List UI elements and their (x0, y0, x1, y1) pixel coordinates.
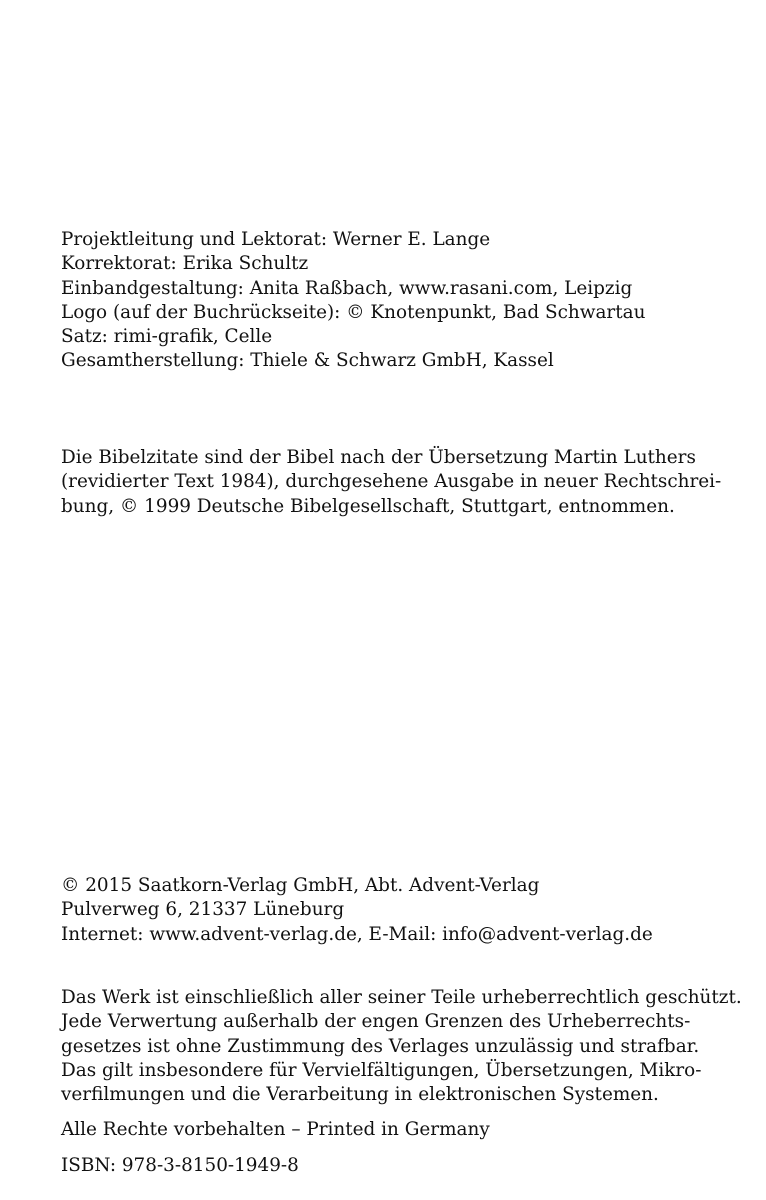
copyright-notice-line: Das Werk ist einschließlich aller seiner Teile urheberrechtlich geschützt. (61, 987, 742, 1008)
credits-block (61, 228, 741, 374)
credit-line-cover: Einbandgestaltung: Anita Raßbach, www.rasani.com, Leipzig (61, 277, 633, 299)
bible-note-line: bung, © 1999 Deutsche Bibelgesellschaft, Stuttgart, entnommen. (61, 495, 675, 517)
credit-line-logo: Logo (auf der Buchrückseite): © Knotenpunkt, Bad Schwartau (61, 301, 646, 323)
publisher-copyright: © 2015 Saatkorn-Verlag GmbH, Abt. Advent-Verlag (61, 875, 540, 896)
credit-line-project: Projektleitung und Lektorat: Werner E. Lange (61, 229, 491, 250)
copyright-notice-line: gesetzes ist ohne Zustimmung des Verlages unzulässig und strafbar. (61, 1035, 700, 1057)
bible-note-line: (revidierter Text 1984), durchgesehene Ausgabe in neuer Rechtschrei- (61, 471, 722, 493)
credit-line-proofreading: Korrektorat: Erika Schultz (61, 253, 309, 275)
bible-note-block (61, 446, 741, 519)
rights-reserved: Alle Rechte vorbehalten – Printed in Germany (61, 1119, 490, 1140)
credit-line-typesetting: Satz: rimi-grafik, Celle (61, 326, 273, 348)
copyright-notice-line: verfilmungen und die Verarbeitung in elektronischen Systemen. (61, 1084, 659, 1106)
copyright-notice-line: Das gilt insbesondere für Vervielfältigungen, Übersetzungen, Mikro- (61, 1059, 702, 1081)
publisher-address: Pulverweg 6, 21337 Lüneburg (61, 899, 345, 921)
copyright-notice-line: Jede Verwertung außerhalb der engen Grenzen des Urheberrechts- (61, 1011, 691, 1033)
bible-note-line: Die Bibelzitate sind der Bibel nach der Übersetzung Martin Luthers (61, 447, 696, 468)
publisher-contact: Internet: www.advent-verlag.de, E-Mail: info@advent-verlag.de (61, 923, 653, 945)
copyright-notice-block (61, 986, 741, 1107)
isbn: ISBN: 978-3-8150-1949-8 (61, 1155, 299, 1176)
credit-line-production: Gesamtherstellung: Thiele & Schwarz GmbH, Kassel (61, 350, 554, 372)
publisher-block (61, 874, 741, 947)
